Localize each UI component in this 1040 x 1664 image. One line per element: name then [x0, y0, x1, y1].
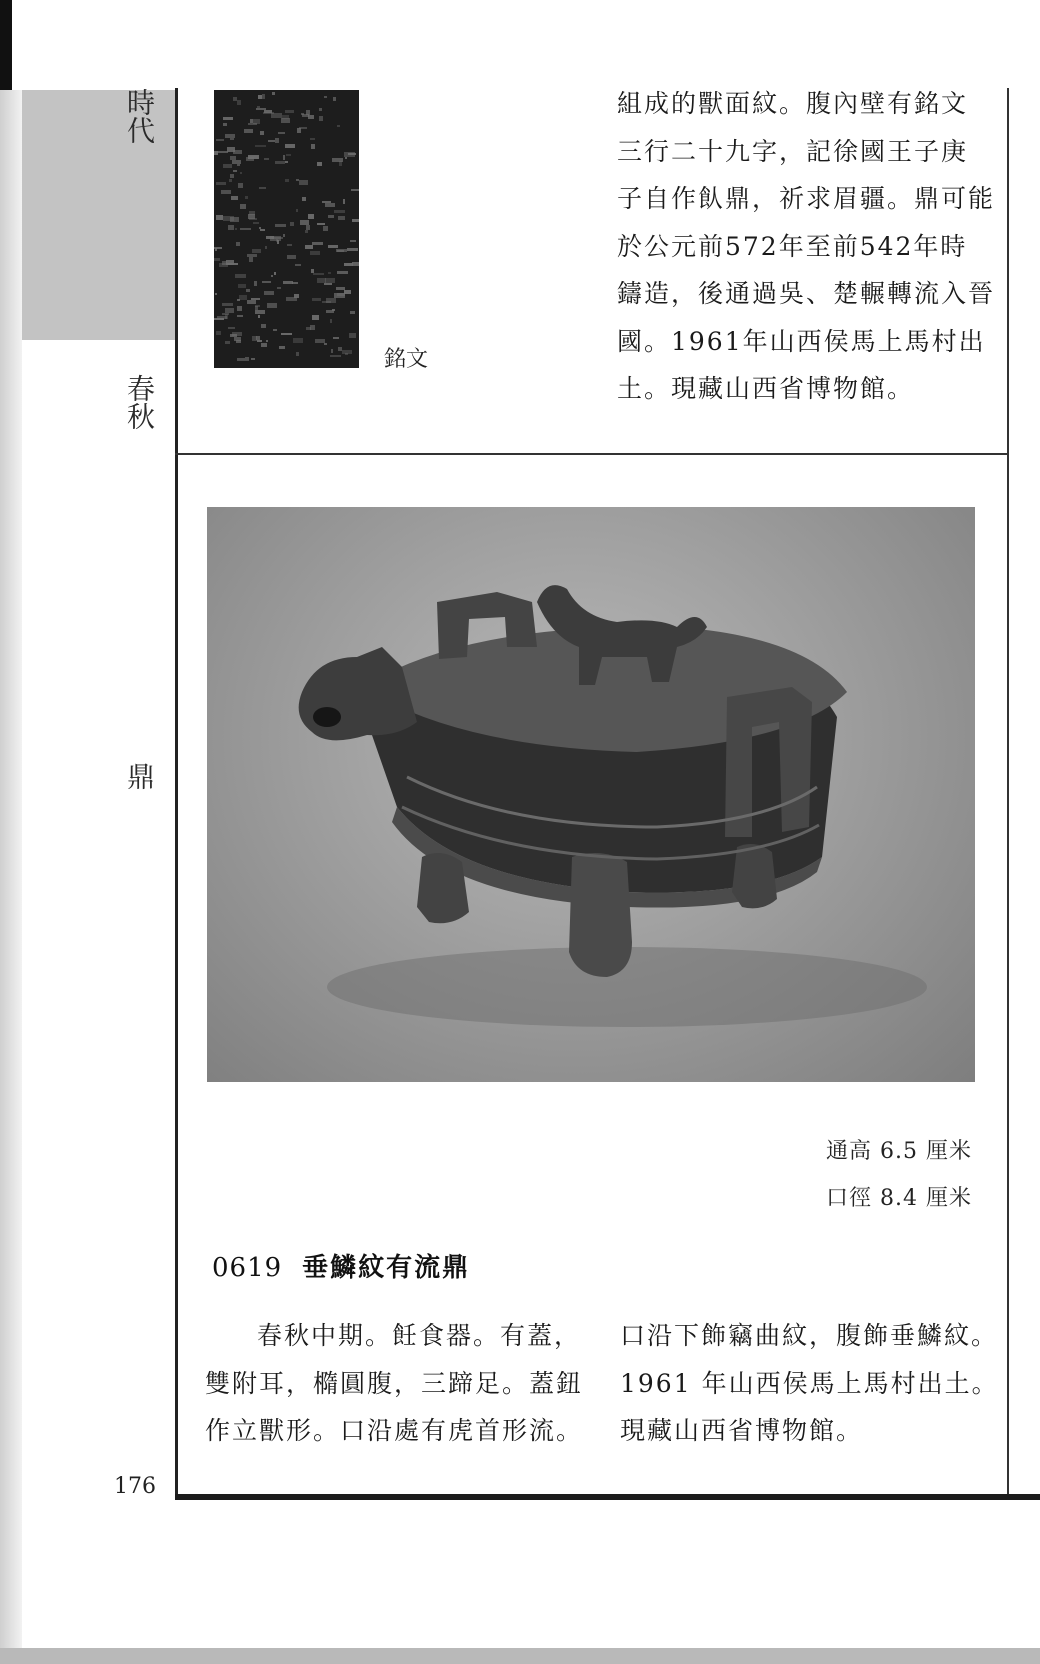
spout-mouth: [313, 707, 341, 727]
rubbing-glyph-stroke: [277, 287, 281, 289]
rubbing-glyph-stroke: [292, 282, 298, 284]
scan-shadow-top: [0, 0, 12, 90]
rubbing-glyph-stroke: [231, 196, 238, 200]
rubbing-glyph-stroke: [343, 199, 345, 204]
rubbing-glyph-stroke: [281, 333, 292, 335]
rubbing-glyph-stroke: [330, 319, 332, 323]
frame-rule-bottom: [175, 1494, 1040, 1500]
rubbing-glyph-stroke: [229, 179, 232, 182]
rubbing-glyph-stroke: [286, 297, 297, 301]
rubbing-glyph-stroke: [264, 291, 274, 295]
rubbing-glyph-stroke: [223, 216, 234, 221]
entry-number: 0619: [212, 1253, 283, 1283]
rubbing-glyph-stroke: [245, 357, 249, 361]
rubbing-glyph-stroke: [238, 183, 243, 188]
rubbing-glyph-stroke: [267, 303, 277, 308]
rubbing-glyph-stroke: [237, 306, 242, 311]
rubbing-glyph-stroke: [235, 228, 237, 230]
rubbing-glyph-stroke: [286, 154, 291, 156]
rubbing-glyph-stroke: [333, 97, 336, 101]
rubbing-glyph-stroke: [287, 255, 296, 259]
rubbing-glyph-stroke: [250, 119, 253, 123]
vessel-leg-left: [417, 853, 469, 923]
rubbing-glyph-stroke: [240, 204, 246, 209]
text-line: 雙附耳，橢圓腹，三蹄足。蓋鈕: [205, 1368, 584, 1398]
rubbing-glyph-stroke: [223, 123, 227, 126]
rubbing-glyph-stroke: [273, 329, 277, 331]
rubbing-glyph-stroke: [221, 190, 231, 194]
rubbing-glyph-stroke: [248, 214, 255, 219]
rubbing-glyph-stroke: [232, 160, 241, 164]
rubbing-glyph-stroke: [312, 298, 321, 301]
rubbing-glyph-stroke: [217, 316, 227, 319]
rubbing-glyph-stroke: [324, 96, 327, 98]
rubbing-glyph-stroke: [233, 170, 237, 172]
rubbing-glyph-stroke: [319, 108, 322, 111]
rubbing-glyph-stroke: [234, 337, 241, 341]
rubbing-glyph-stroke: [311, 144, 315, 149]
frame-rule-left: [175, 88, 178, 1498]
scan-shadow-bottom: [0, 1648, 1040, 1664]
rubbing-glyph-stroke: [350, 311, 355, 314]
text-line: 春秋中期。飪食器。有蓋，: [257, 1321, 582, 1350]
rubbing-glyph-stroke: [325, 278, 335, 283]
rubbing-glyph-stroke: [257, 340, 262, 342]
rubbing-glyph-stroke: [255, 310, 265, 314]
rubbing-glyph-stroke: [275, 161, 285, 164]
rubbing-glyph-stroke: [310, 251, 320, 255]
rubbing-glyph-stroke: [310, 138, 315, 140]
rubbing-glyph-stroke: [330, 355, 341, 357]
rubbing-glyph-stroke: [326, 310, 334, 313]
rubbing-glyph-stroke: [324, 343, 327, 345]
rubbing-glyph-stroke: [296, 209, 298, 212]
rubbing-glyph-stroke: [216, 331, 221, 335]
rubbing-glyph-stroke: [328, 245, 338, 248]
rubbing-glyph-stroke: [237, 315, 243, 317]
rubbing-glyph-stroke: [332, 158, 343, 162]
text-line: 口沿下飾竊曲紋，腹飾垂鱗紋。: [620, 1321, 999, 1350]
rubbing-glyph-stroke: [323, 226, 328, 231]
rubbing-glyph-stroke: [305, 230, 308, 233]
rubbing-glyph-stroke: [265, 246, 267, 249]
rubbing-glyph-stroke: [319, 116, 323, 121]
rubbing-glyph-stroke: [317, 278, 326, 283]
rubbing-glyph-stroke: [227, 147, 235, 152]
text-line: 於公元前572年至前542年時: [617, 231, 968, 261]
rubbing-glyph-stroke: [228, 225, 234, 230]
rubbing-glyph-stroke: [259, 187, 266, 189]
rubbing-glyph-stroke: [216, 182, 226, 185]
rubbing-glyph-stroke: [230, 138, 234, 140]
rubbing-glyph-stroke: [344, 263, 353, 266]
rubbing-glyph-stroke: [279, 346, 285, 349]
rubbing-glyph-stroke: [246, 289, 250, 292]
rubbing-glyph-stroke: [239, 295, 247, 300]
rubbing-glyph-stroke: [215, 293, 217, 295]
rubbing-glyph-stroke: [253, 119, 260, 124]
rubbing-glyph-stroke: [285, 161, 288, 163]
rubbing-glyph-stroke: [225, 308, 234, 313]
rubbing-glyph-stroke: [334, 210, 345, 213]
rubbing-glyph-stroke: [285, 110, 294, 113]
rubbing-glyph-stroke: [214, 151, 218, 155]
bronze-ding-illustration: [207, 507, 975, 1082]
section-divider: [175, 453, 1009, 455]
rubbing-glyph-stroke: [232, 332, 242, 336]
rubbing-glyph-stroke: [285, 179, 289, 182]
rubbing-glyph-stroke: [322, 301, 331, 303]
rubbing-glyph-stroke: [296, 352, 299, 356]
rubbing-glyph-stroke: [260, 131, 264, 135]
rubbing-glyph-stroke: [261, 343, 267, 347]
rubbing-glyph-stroke: [299, 180, 308, 185]
rubbing-glyph-stroke: [347, 248, 358, 251]
rubbing-glyph-stroke: [256, 108, 266, 110]
rubbing-glyph-stroke: [237, 100, 241, 105]
rubbing-glyph-stroke: [328, 215, 334, 218]
rubbing-glyph-stroke: [296, 179, 299, 181]
rubbing-glyph-stroke: [222, 303, 233, 306]
rubbing-glyph-stroke: [230, 174, 234, 178]
rubbing-glyph-stroke: [349, 333, 356, 338]
rubbing-glyph-stroke: [236, 242, 240, 246]
rubbing-glyph-stroke: [351, 189, 359, 191]
rubbing-glyph-stroke: [306, 225, 310, 230]
rubbing-glyph-stroke: [268, 140, 275, 142]
rubbing-glyph-stroke: [244, 129, 253, 133]
rubbing-glyph-stroke: [312, 315, 319, 320]
bronze-ding-photo: [207, 507, 975, 1082]
entry-title: [212, 1247, 470, 1284]
rubbing-glyph-stroke: [275, 138, 279, 143]
text-line: 作立獸形。口沿處有虎首形流。: [205, 1416, 584, 1445]
rubbing-glyph-stroke: [240, 172, 242, 174]
rubbing-glyph-stroke: [246, 157, 254, 161]
rubbing-glyph-stroke: [260, 229, 265, 231]
rubbing-glyph-stroke: [300, 220, 309, 225]
rubbing-glyph-stroke: [228, 327, 235, 329]
rubbing-glyph-stroke: [240, 228, 251, 230]
rubbing-glyph-stroke: [287, 244, 292, 246]
page-number: 176: [114, 1474, 156, 1499]
rubbing-glyph-stroke: [219, 263, 228, 267]
rubbing-glyph-stroke: [278, 132, 285, 134]
rubbing-glyph-stroke: [283, 234, 285, 237]
rubbing-glyph-stroke: [317, 223, 325, 225]
dimension-height: 通高 6.5 厘米: [826, 1139, 972, 1164]
rubbing-glyph-stroke: [233, 97, 237, 101]
rubbing-glyph-stroke: [215, 248, 217, 251]
rubbing-glyph-stroke: [345, 157, 347, 159]
rubbing-glyph-stroke: [274, 272, 276, 275]
entry-description-left: [205, 1312, 585, 1455]
rubbing-glyph-stroke: [245, 196, 248, 199]
rubbing-glyph-stroke: [214, 258, 220, 261]
rubbing-glyph-stroke: [342, 350, 352, 354]
rubbing-glyph-stroke: [251, 358, 255, 360]
sidebar-type-label: 鼎: [123, 762, 156, 790]
rubbing-glyph-stroke: [266, 340, 268, 342]
rubbing-glyph-stroke: [302, 197, 306, 201]
rubbing-glyph-stroke: [252, 249, 261, 253]
rubbing-glyph-stroke: [306, 327, 311, 330]
rubbing-glyph-stroke: [317, 162, 322, 166]
rubbing-glyph-stroke: [308, 115, 314, 119]
rubbing-glyph-stroke: [324, 283, 332, 285]
rubbing-glyph-stroke: [322, 201, 331, 203]
dimension-mouth: 口徑 8.4 厘米: [826, 1186, 972, 1211]
entry-description-right: [620, 1312, 1000, 1455]
rubbing-glyph-stroke: [352, 219, 359, 222]
previous-entry-text: [617, 80, 997, 413]
inscription-rubbing-image: [214, 90, 359, 368]
rubbing-glyph-stroke: [237, 164, 240, 166]
rubbing-glyph-stroke: [271, 275, 273, 277]
rubbing-glyph-stroke: [312, 242, 323, 245]
rubbing-glyph-stroke: [337, 125, 340, 127]
vessel-leg-right: [732, 844, 777, 908]
text-line: 土。現藏山西省博物館。: [617, 374, 915, 403]
text-line: 三行二十九字，記徐國王子庚: [617, 136, 969, 166]
rubbing-glyph-stroke: [238, 284, 246, 288]
rubbing-glyph-stroke: [331, 349, 333, 353]
text-line: 鑄造，後通過吳、楚輾轉流入晉: [617, 279, 996, 308]
rubbing-glyph-stroke: [348, 153, 356, 155]
rubbing-glyph-stroke: [261, 324, 266, 328]
rubbing-glyph-stroke: [263, 112, 274, 114]
text-line: 子自作飤鼎，祈求眉疆。鼎可能: [617, 184, 996, 213]
rubbing-glyph-stroke: [337, 271, 348, 274]
frame-rule-right: [1007, 88, 1009, 1498]
rubbing-glyph-stroke: [252, 336, 257, 341]
inscription-caption: 銘文: [384, 347, 429, 372]
vessel-leg-front: [569, 853, 632, 977]
rubbing-glyph-stroke: [262, 94, 265, 99]
sidebar-era-label: 時代: [123, 88, 156, 144]
rubbing-glyph-stroke: [262, 281, 271, 283]
rubbing-glyph-stroke: [350, 240, 356, 242]
rubbing-glyph-stroke: [237, 358, 245, 361]
scan-shadow-left: [0, 90, 22, 1650]
text-line: 現藏山西省博物館。: [620, 1416, 864, 1445]
tiger-head-spout: [299, 647, 417, 740]
rubbing-glyph-stroke: [325, 203, 335, 207]
rubbing-glyph-stroke: [254, 281, 257, 286]
rubbing-glyph-stroke: [333, 337, 339, 339]
rubbing-glyph-stroke: [299, 127, 307, 129]
rubbing-glyph-stroke: [222, 313, 229, 315]
rubbing-glyph-stroke: [293, 338, 303, 343]
entry-name: 垂鱗紋有流鼎: [302, 1253, 471, 1283]
rubbing-glyph-stroke: [336, 249, 347, 252]
text-line: 1961 年山西侯馬上馬村出土。: [620, 1368, 999, 1398]
rubbing-glyph-stroke: [216, 139, 224, 141]
text-line: 國。1961年山西侯馬上馬村出: [617, 326, 986, 356]
text-line: 組成的獸面紋。腹內壁有銘文: [617, 89, 969, 118]
rubbing-glyph-stroke: [338, 216, 345, 220]
rubbing-glyph-stroke: [272, 92, 275, 95]
rubbing-glyph-stroke: [255, 145, 266, 147]
rubbing-glyph-stroke: [305, 245, 313, 249]
rubbing-glyph-stroke: [237, 299, 240, 301]
rubbing-glyph-stroke: [264, 158, 269, 160]
rubbing-glyph-stroke: [249, 257, 253, 262]
rubbing-glyph-stroke: [313, 273, 324, 275]
rubbing-glyph-stroke: [328, 272, 331, 274]
rubbing-glyph-stroke: [344, 290, 351, 294]
rubbing-glyph-stroke: [216, 215, 223, 220]
rubbing-glyph-stroke: [308, 214, 314, 219]
sidebar-season-label: 春秋: [123, 374, 156, 430]
rubbing-glyph-stroke: [235, 274, 246, 278]
rubbing-glyph-stroke: [225, 341, 230, 344]
rubbing-glyph-stroke: [290, 222, 294, 226]
rubbing-glyph-stroke: [223, 117, 233, 120]
rubbing-glyph-stroke: [295, 264, 301, 266]
rubbing-glyph-stroke: [253, 222, 259, 224]
rubbing-glyph-stroke: [270, 236, 281, 241]
rubbing-glyph-stroke: [281, 118, 290, 123]
rubbing-glyph-stroke: [352, 262, 359, 266]
rubbing-glyph-stroke: [258, 315, 260, 318]
rubbing-glyph-stroke: [223, 164, 232, 168]
rubbing-glyph-stroke: [283, 155, 285, 160]
rubbing-glyph-stroke: [247, 300, 256, 304]
rubbing-glyph-stroke: [275, 224, 286, 227]
rubbing-glyph-stroke: [285, 144, 295, 148]
